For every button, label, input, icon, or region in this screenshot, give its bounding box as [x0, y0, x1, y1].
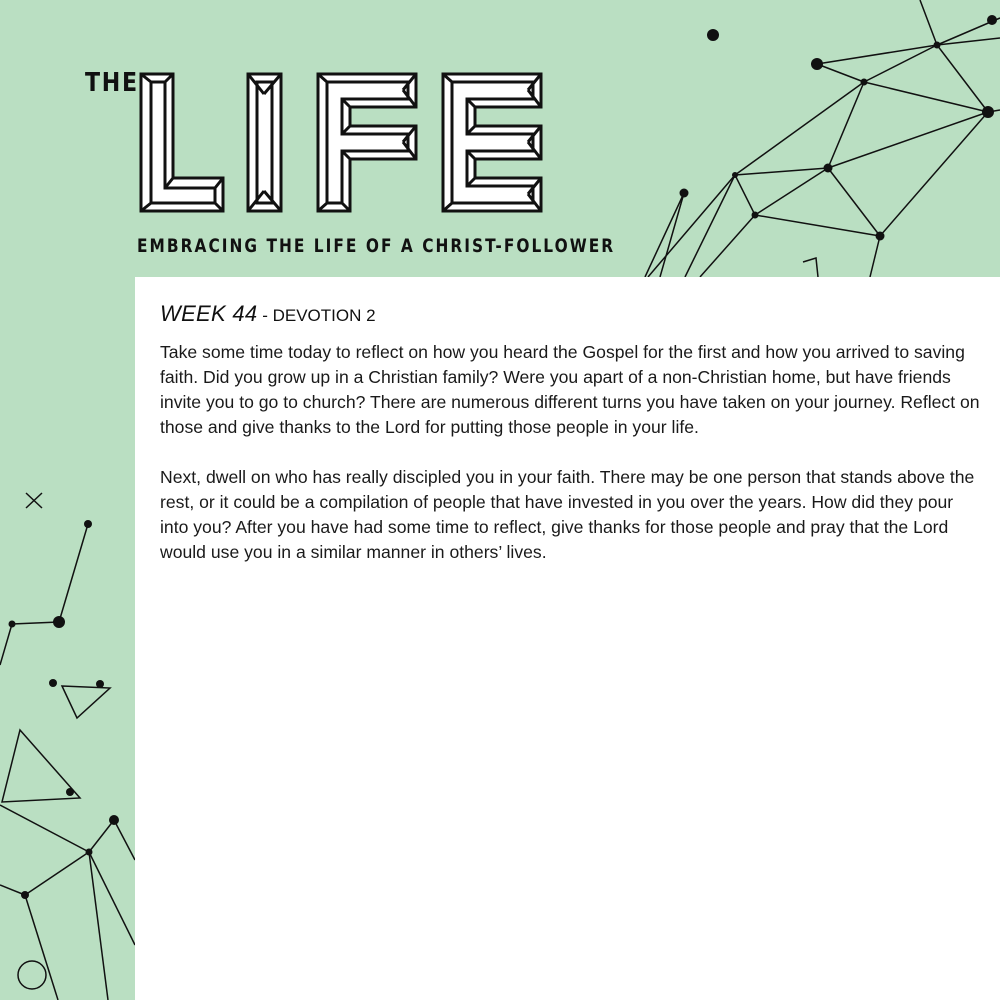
logo-life-title: [138, 70, 548, 215]
the-life-logo: [80, 60, 616, 260]
devotion-paragraph-2: Next, dwell on who has really discipled you in your faith. There may be one person that stands above the rest, or it could be a compilation of people that have invested in you over the years. How did they pour into you? After you have had some time to reflect, give thanks for those people and pray that the Lord would use you in a similar manner in others’ lives.: [160, 467, 975, 562]
devotion-body: [160, 340, 980, 590]
week-label: WEEK 44: [160, 301, 258, 326]
devotion-panel: [135, 277, 1000, 1000]
devotion-label: - DEVOTION 2: [257, 306, 376, 325]
devotion-heading: [160, 301, 376, 327]
devotion-paragraph-1: Take some time today to reflect on how you heard the Gospel for the first and how you arrived to saving faith. Did you grow up in a Christian family? Were you apart of a non-Christian home, but have friends invite you to go to church? There are numerous different turns you have taken on your journey. Reflect on those and give thanks to the Lord for putting those people in your life.: [160, 342, 980, 437]
logo-tagline: EMBRACING THE LIFE OF A CHRIST-FOLLOWER: [137, 235, 616, 257]
logo-the-text: THE: [85, 68, 139, 98]
